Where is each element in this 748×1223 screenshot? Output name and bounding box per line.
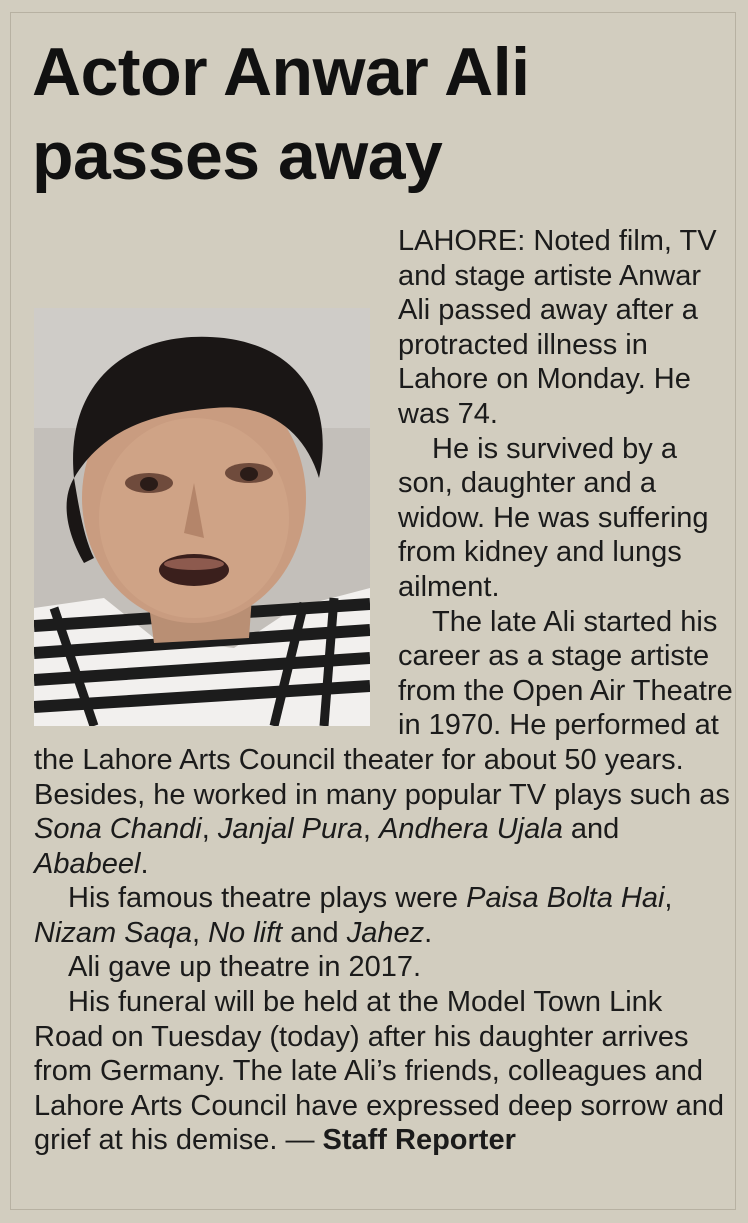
byline: Staff Reporter xyxy=(322,1124,516,1157)
theatre-play-1: Paisa Bolta Hai xyxy=(466,882,665,915)
theatre-play-4: Jahez xyxy=(346,916,425,949)
separator: , xyxy=(362,813,380,846)
conjunction: and xyxy=(562,813,620,846)
headline: Actor Anwar Ali passes away xyxy=(32,34,530,194)
tv-play-4: Ababeel xyxy=(34,847,141,880)
paragraph-6 xyxy=(34,985,734,1158)
paragraph-2: He is survived by a son, daughter and a widow. He was suffering from kidney and lungs ailment. xyxy=(398,432,709,603)
paragraph-1: LAHORE: Noted film, TV and stage artiste Anwar Ali passed away after a protracted illness in Lahore on Monday. He was 74. xyxy=(398,225,717,430)
separator: , xyxy=(201,813,218,846)
paragraph-4 xyxy=(34,881,734,950)
separator: , xyxy=(664,882,673,915)
paragraph-6-text: His funeral will be held at the Model Town Link Road on Tuesday (today) after his daughter arrives from Germany. The late Ali’s friends, colleagues and Lahore Arts Council have expressed deep sorrow and grief at his demise. — xyxy=(34,986,724,1157)
paragraph-3-text: The late Ali started his career as a stage artiste from the Open Air Theatre in 1970. He performed at the Lahore Arts Council theater for about 50 years. Besides, he worked in many popular TV plays such as xyxy=(34,605,733,811)
separator: , xyxy=(191,916,209,949)
article-body xyxy=(34,224,734,1158)
theatre-play-3: No lift xyxy=(208,916,283,949)
period: . xyxy=(140,847,149,880)
paragraph-4-text: His famous theatre plays were xyxy=(68,882,467,915)
portrait-photo xyxy=(34,308,370,726)
portrait-photo-image xyxy=(34,308,370,726)
conjunction: and xyxy=(282,916,347,949)
tv-play-2: Janjal Pura xyxy=(217,813,363,846)
theatre-play-2: Nizam Saqa xyxy=(34,916,192,949)
period: . xyxy=(424,916,433,949)
tv-play-1: Sona Chandi xyxy=(34,813,202,846)
paragraph-5: Ali gave up theatre in 2017. xyxy=(68,951,422,984)
tv-play-3: Andhera Ujala xyxy=(379,813,563,846)
